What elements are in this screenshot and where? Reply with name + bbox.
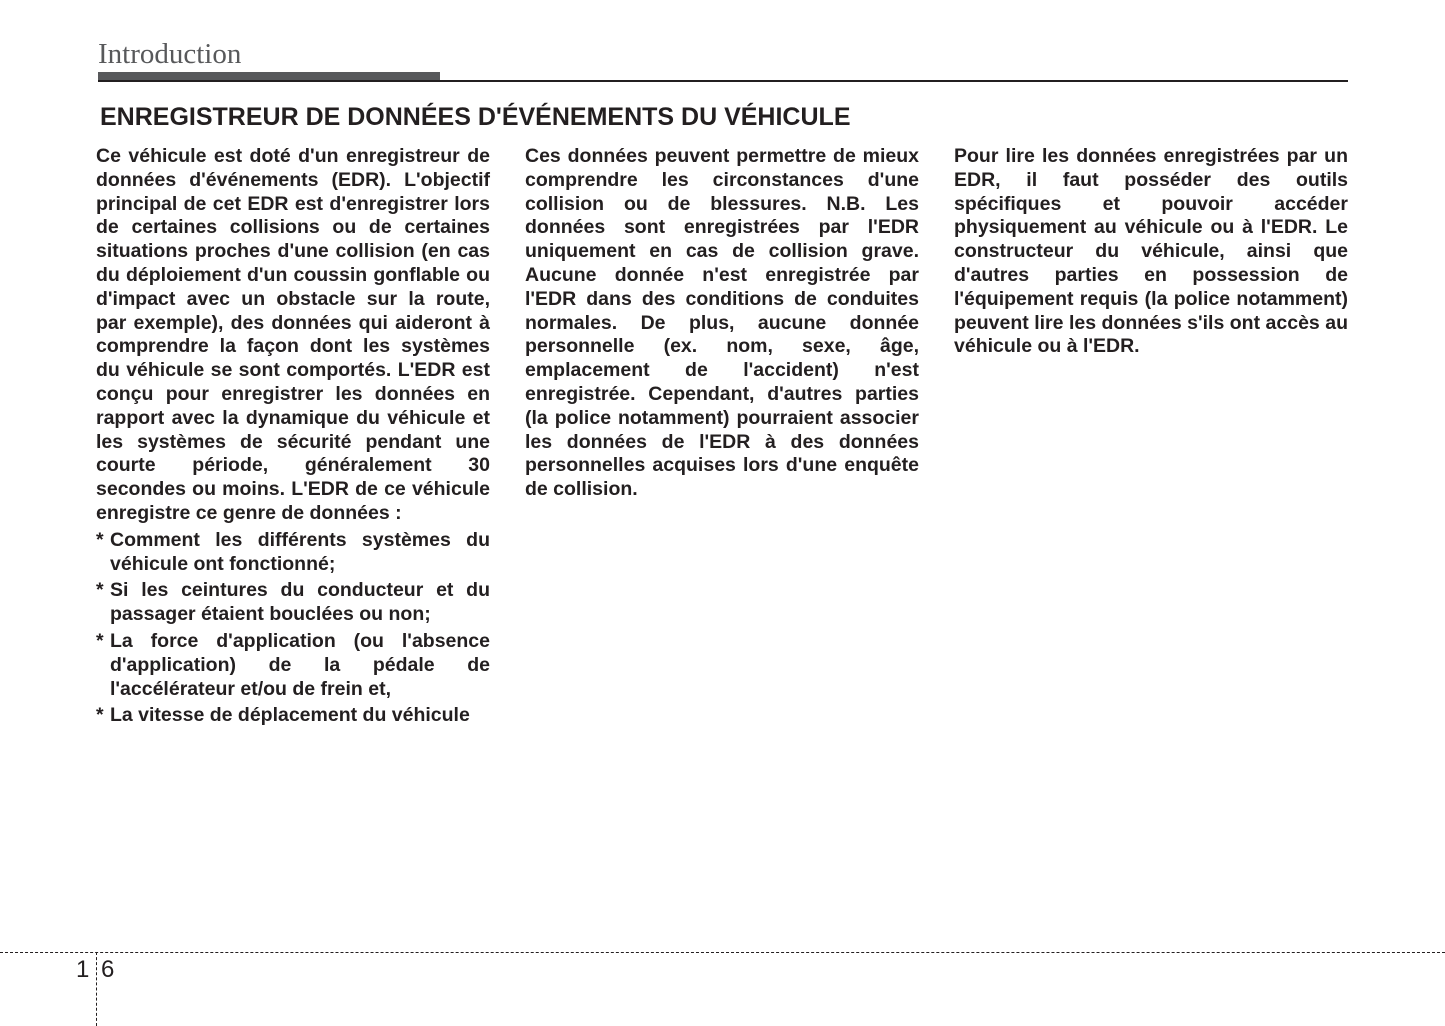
column-1 (96, 145, 490, 731)
column-1-intro: Ce véhicule est doté d'un enregistreur de données d'événements (EDR). L'objectif principal de cet EDR est d'enregistrer lors de certaines collisions ou de certaines situations proches d'une collision (en cas du déploiement d'un coussin gonflable ou d'impact avec un obstacle sur la route, par exemple), des données qui aideront à comprendre la façon dont les systèmes du véhicule se sont comportés. L'EDR est conçu pour enregistrer les données en rapport avec la dynamique du véhicule et les systèmes de sécurité pendant une courte période, généralement 30 secondes ou moins. L'EDR de ce véhicule enregistre ce genre de données : (96, 145, 490, 524)
footer-dashed-rule (0, 952, 1445, 953)
list-item (96, 529, 490, 577)
header-rule (98, 80, 1348, 82)
page-number: 6 (101, 956, 115, 983)
bullet-list (96, 529, 490, 728)
list-item-text: La force d'application (ou l'absence d'application) de la pédale de l'accélérateur et/ou de frein et, (110, 629, 490, 700)
column-3 (954, 145, 1348, 359)
list-item (96, 630, 490, 701)
bullet-marker: * (96, 528, 104, 551)
column-2-text: Ces données peuvent permettre de mieux comprendre les circonstances d'une collision ou de blessures. N.B. Les données sont enregistrées par l'EDR uniquement en cas de collision grave. Aucune donnée n'est enregistrée par l'EDR dans des conditions de conduites normales. De plus, aucune donnée personnelle (ex. nom, sexe, âge, emplacement de l'accident) n'est enregistrée. Cependant, d'autres parties (la police notamment) pourraient associer les données de l'EDR à des données personnelles acquises lors d'une enquête de collision. (525, 145, 919, 501)
list-item-text: Si les ceintures du conducteur et du passager étaient bouclées ou non; (110, 579, 490, 626)
column-2 (525, 145, 919, 502)
list-item (96, 704, 490, 728)
list-item-text: Comment les différents systèmes du véhicule ont fonctionné; (110, 528, 490, 575)
column-3-text: Pour lire les données enregistrées par un EDR, il faut posséder des outils spécifiques et pouvoir accéder physiquement au véhicule ou à l'EDR. Le constructeur du véhicule, ainsi que d'autres parties en possession de l'équipement requis (la police notamment) peuvent lire les données s'ils ont accès au véhicule ou à l'EDR. (954, 145, 1348, 358)
page-title: ENREGISTREUR DE DONNÉES D'ÉVÉNEMENTS DU VÉHICULE (100, 103, 851, 131)
list-item (96, 579, 490, 627)
section-header: Introduction (98, 38, 242, 70)
bullet-marker: * (96, 704, 104, 727)
footer-dashed-divider (96, 952, 97, 1026)
bullet-marker: * (96, 579, 104, 602)
chapter-number: 1 (76, 956, 90, 983)
list-item-text: La vitesse de déplacement du véhicule (110, 704, 470, 727)
bullet-marker: * (96, 629, 104, 652)
